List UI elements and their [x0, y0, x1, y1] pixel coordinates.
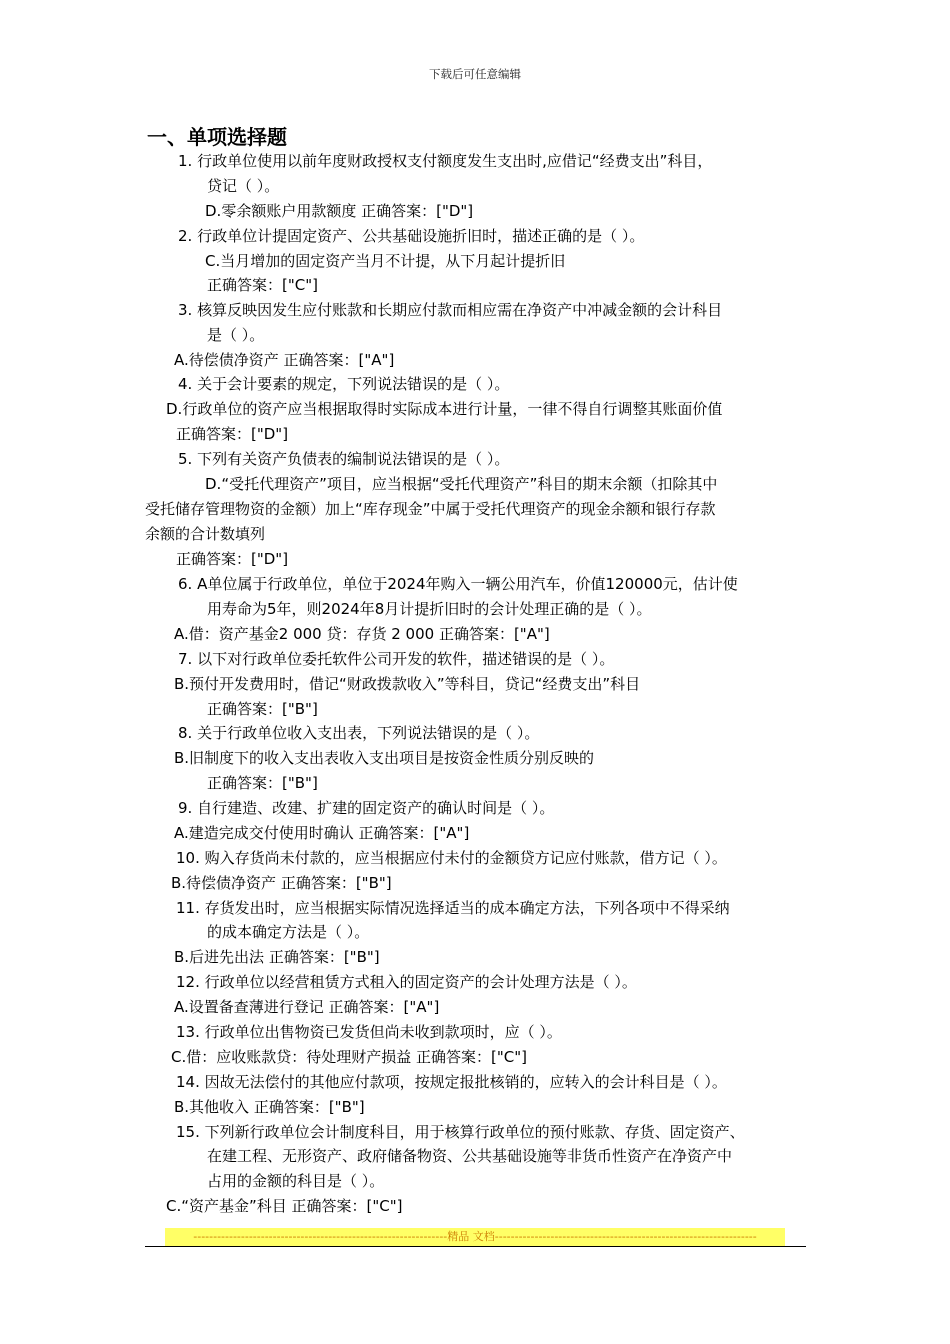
text-line: 11. 存货发出时，应当根据实际情况选择适当的成本确定方法，下列各项中不得采纳	[176, 899, 730, 917]
text-line: 4. 关于会计要素的规定，下列说法错误的是（ ）。	[178, 375, 510, 393]
text-line: 1. 行政单位使用以前年度财政授权支付额度发生支出时,应借记“经费支出”科目，	[178, 152, 713, 170]
text-line: 用寿命为5年，则2024年8月计提折旧时的会计处理正确的是（ ）。	[207, 600, 652, 618]
text-line: 13. 行政单位出售物资已发货但尚未收到款项时，应（ ）。	[176, 1023, 562, 1041]
text-line: A.借：资产基金2 000 贷：存货 2 000 正确答案：["A"]	[174, 625, 550, 643]
text-line: B.后进先出法 正确答案：["B"]	[174, 948, 380, 966]
text-line: 在建工程、无形资产、政府储备物资、公共基础设施等非货币性资产在净资产中	[207, 1147, 733, 1165]
text-line: B.待偿债净资产 正确答案：["B"]	[171, 874, 392, 892]
text-line: A.建造完成交付使用时确认 正确答案：["A"]	[174, 824, 470, 842]
text-line: 9. 自行建造、改建、扩建的固定资产的确认时间是（ ）。	[178, 799, 555, 817]
text-line: 12. 行政单位以经营租赁方式租入的固定资产的会计处理方法是（ ）。	[176, 973, 637, 991]
text-line: 余额的合计数填列	[145, 525, 266, 543]
text-line: C.当月增加的固定资产当月不计提，从下月起计提折旧	[205, 252, 566, 270]
text-line: 正确答案：["B"]	[207, 774, 318, 792]
text-line: D.行政单位的资产应当根据取得时实际成本进行计量，一律不得自行调整其账面价值	[166, 400, 723, 418]
text-line: 3. 核算反映因发生应付账款和长期应付款而相应需在净资产中冲减金额的会计科目	[178, 301, 723, 319]
text-line: A.设置备查薄进行登记 正确答案：["A"]	[174, 998, 440, 1016]
text-line: 正确答案：["D"]	[176, 425, 289, 443]
text-line: 8. 关于行政单位收入支出表，下列说法错误的是（ ）。	[178, 724, 540, 742]
text-line: B.预付开发费用时，借记“财政拨款收入”等科目，贷记“经费支出”科目	[174, 675, 641, 693]
text-line: 14. 因故无法偿付的其他应付款项，按规定报批核销的，应转入的会计科目是（ ）。	[176, 1073, 727, 1091]
text-line: 15. 下列新行政单位会计制度科目，用于核算行政单位的预付账款、存货、固定资产、	[176, 1123, 745, 1141]
text-line: C.“资产基金”科目 正确答案：["C"]	[166, 1197, 403, 1215]
text-line: D.“受托代理资产”项目，应当根据“受托代理资产”科目的期末余额（扣除其中	[205, 475, 718, 493]
text-line: 7. 以下对行政单位委托软件公司开发的软件，描述错误的是（ ）。	[178, 650, 615, 668]
text-line: C.借：应收账款贷：待处理财产损益 正确答案：["C"]	[171, 1048, 527, 1066]
text-line: 占用的金额的科目是（ ）。	[207, 1172, 385, 1190]
text-line: B.旧制度下的收入支出表收入支出项目是按资金性质分别反映的	[174, 749, 595, 767]
text-line: 正确答案：["B"]	[207, 700, 318, 718]
footer-rule	[145, 1246, 806, 1247]
page-header: 下载后可任意编辑	[429, 67, 521, 81]
text-line: A.待偿债净资产 正确答案：["A"]	[174, 351, 395, 369]
text-line: 受托储存管理物资的金额）加上“库存现金”中属于受托代理资产的现金余额和银行存款	[145, 500, 716, 518]
text-line: 正确答案：["D"]	[176, 550, 289, 568]
text-line: 10. 购入存货尚未付款的，应当根据应付未付的金额贷方记应付账款，借方记（ ）。	[176, 849, 727, 867]
text-line: B.其他收入 正确答案：["B"]	[174, 1098, 365, 1116]
footer-watermark: ----------------------------------------------------------------精品 文档------------------------------------------------------------------	[165, 1228, 785, 1246]
text-line: D.零余额账户用款额度 正确答案：["D"]	[205, 202, 474, 220]
text-line: 2. 行政单位计提固定资产、公共基础设施折旧时，描述正确的是（ ）。	[178, 227, 645, 245]
text-line: 是（ ）。	[207, 326, 265, 344]
text-line: 正确答案：["C"]	[207, 276, 318, 294]
text-line: 6. A单位属于行政单位，单位于2024年购入一辆公用汽车，价值120000元，估计使	[178, 575, 738, 593]
text-line: 的成本确定方法是（ ）。	[207, 923, 370, 941]
text-line: 贷记（ ）。	[207, 177, 280, 195]
text-line: 5. 下列有关资产负债表的编制说法错误的是（ ）。	[178, 450, 510, 468]
section-title: 一、单项选择题	[147, 125, 287, 149]
